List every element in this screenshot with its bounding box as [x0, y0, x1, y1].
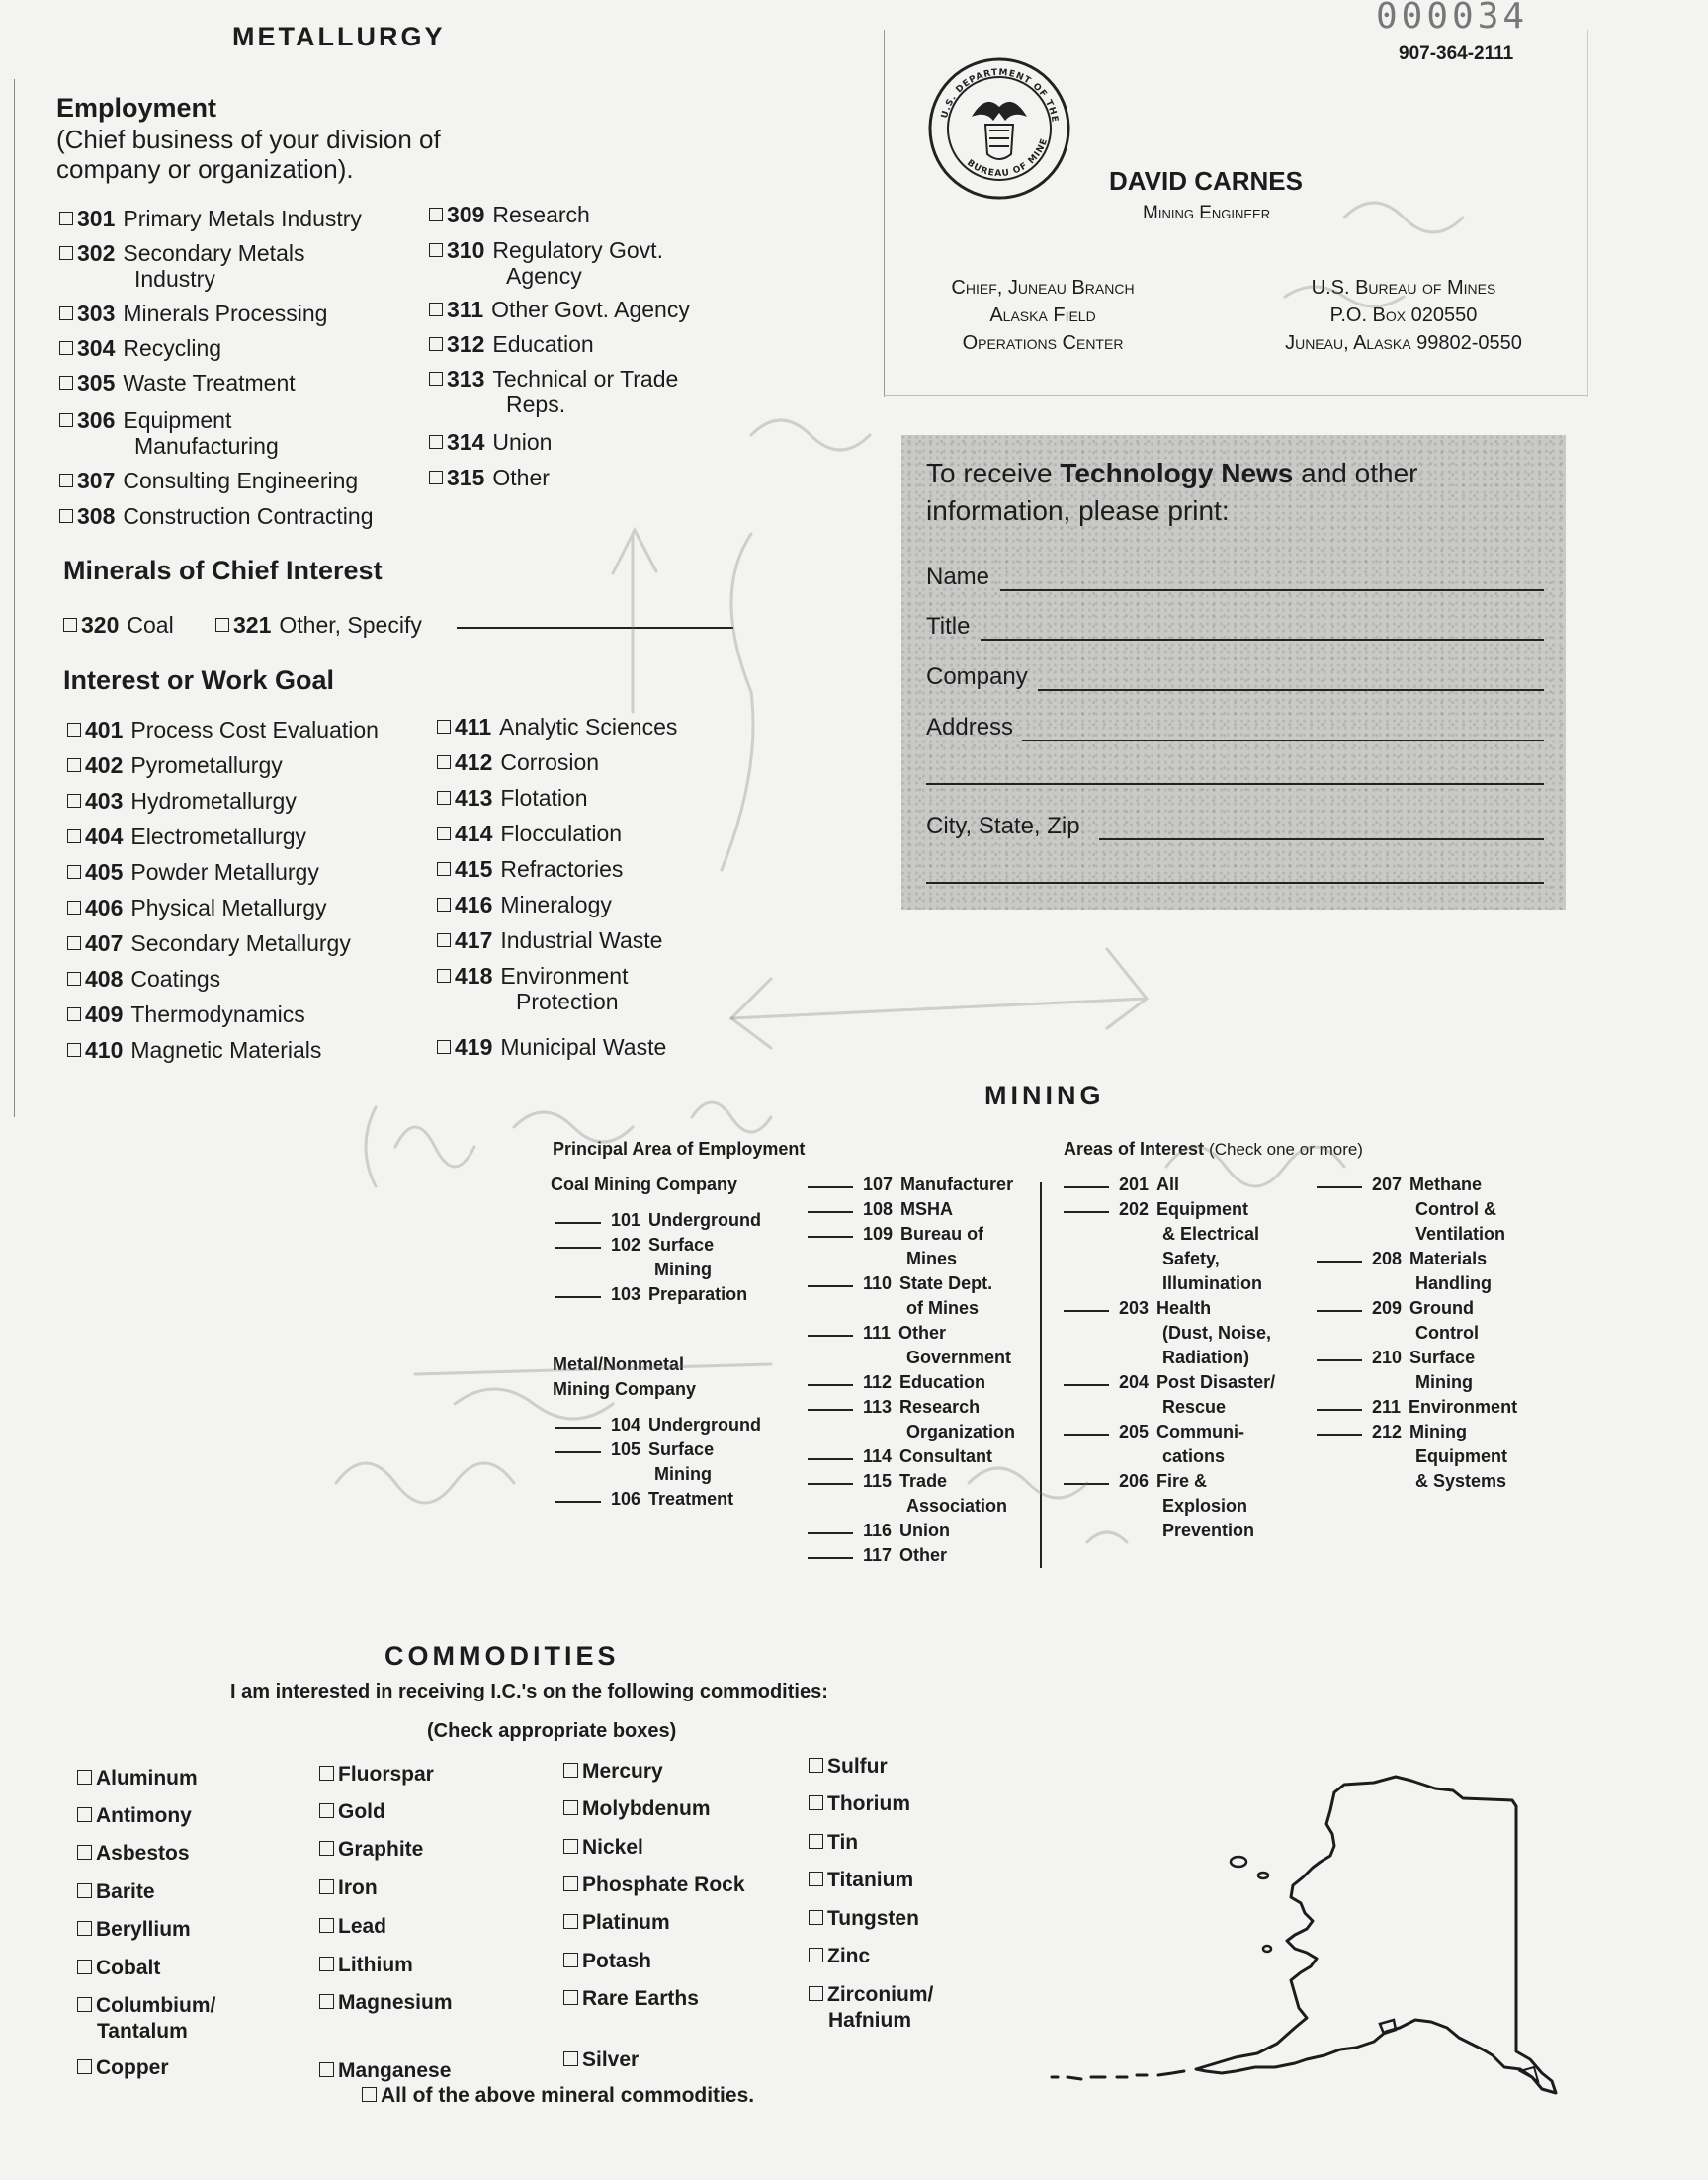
option-401[interactable]: 401 Process Cost Evaluation — [67, 717, 379, 742]
area-option-205[interactable]: 205 Communi- — [1064, 1420, 1244, 1444]
commodity-manganese[interactable]: Manganese — [319, 2058, 451, 2083]
checkbox[interactable] — [319, 1803, 334, 1818]
option-417[interactable]: 417 Industrial Waste — [437, 927, 662, 953]
checkbox[interactable] — [437, 933, 451, 947]
check-blank[interactable] — [1064, 1310, 1109, 1312]
check-blank[interactable] — [555, 1296, 601, 1298]
area-option-210[interactable]: 210 Surface — [1317, 1346, 1475, 1370]
mining-option-109-continued: Mines — [906, 1249, 958, 1268]
option-412[interactable]: 412 Corrosion — [437, 749, 599, 775]
check-blank[interactable] — [555, 1222, 601, 1224]
commodity-platinum[interactable]: Platinum — [563, 1910, 670, 1935]
area-option-205-line: cations — [1162, 1446, 1226, 1466]
option-408[interactable]: 408 Coatings — [67, 966, 220, 992]
area-option-206[interactable]: 206 Fire & — [1064, 1469, 1207, 1494]
option-409[interactable]: 409 Thermodynamics — [67, 1002, 305, 1027]
commodity-iron[interactable]: Iron — [319, 1875, 378, 1900]
minerals-heading: Minerals of Chief Interest — [63, 556, 383, 585]
checkbox[interactable] — [429, 208, 443, 221]
checkbox[interactable] — [67, 1043, 81, 1057]
commodity-silver[interactable]: Silver — [563, 2048, 639, 2072]
mining-option-113-continued: Organization — [906, 1422, 1016, 1441]
mining-option-117[interactable]: 117 Other — [808, 1543, 947, 1568]
mining-option-115-continued: Association — [906, 1496, 1008, 1516]
checkbox[interactable] — [59, 306, 73, 320]
mining-option-111-continued: Government — [906, 1348, 1012, 1367]
document-stamp-number: 000034 — [1376, 0, 1529, 37]
checkbox[interactable] — [67, 794, 81, 808]
checkbox[interactable] — [429, 303, 443, 316]
checkbox[interactable] — [809, 1910, 823, 1925]
area-option-212-line: & Systems — [1415, 1471, 1507, 1491]
commodity-molybdenum[interactable]: Molybdenum — [563, 1796, 711, 1821]
form-label-city-state-zip: City, State, Zip — [926, 813, 1080, 839]
commodity-asbestos[interactable]: Asbestos — [77, 1841, 190, 1866]
interest-heading: Interest or Work Goal — [63, 665, 335, 695]
checkbox[interactable] — [809, 1834, 823, 1849]
area-option-208-line: Handling — [1415, 1273, 1492, 1293]
checkbox[interactable] — [59, 509, 73, 523]
commodity-all[interactable]: All of the above mineral commodities. — [362, 2083, 754, 2108]
check-blank[interactable] — [808, 1285, 853, 1287]
card-title: Mining Engineer — [1143, 203, 1271, 223]
mining-option-115[interactable]: 115 Trade — [808, 1469, 947, 1494]
checkbox[interactable] — [77, 1921, 92, 1936]
card-office-left: Chief, Juneau Branch Alaska Field Operations Center — [951, 277, 1135, 354]
area-option-204[interactable]: 204 Post Disaster/ — [1064, 1370, 1275, 1395]
option-308[interactable]: 308 Construction Contracting — [59, 503, 374, 529]
checkbox[interactable] — [429, 243, 443, 257]
check-blank[interactable] — [808, 1532, 853, 1534]
checkbox[interactable] — [59, 246, 73, 260]
option-305[interactable]: 305 Waste Treatment — [59, 370, 296, 395]
mining-option-110[interactable]: 110 State Dept. — [808, 1271, 992, 1296]
checkbox[interactable] — [319, 2062, 334, 2077]
mining-option-110-continued: of Mines — [906, 1298, 980, 1318]
option-313-continued: Reps. — [506, 392, 566, 417]
checkbox[interactable] — [67, 758, 81, 772]
form-intro: To receive Technology News and other information, please print: — [926, 458, 1418, 526]
form-input-line[interactable] — [1000, 589, 1544, 591]
check-blank[interactable] — [1064, 1186, 1109, 1188]
form-label-name: Name — [926, 564, 990, 590]
checkbox[interactable] — [437, 862, 451, 876]
specify-line[interactable] — [457, 627, 733, 629]
commodity-columbium[interactable]: Columbium/ — [77, 1993, 215, 2018]
checkbox[interactable] — [563, 1800, 578, 1815]
mining-option-106[interactable]: 106 Treatment — [555, 1487, 733, 1512]
checkbox[interactable] — [429, 337, 443, 351]
option-312[interactable]: 312 Education — [429, 331, 594, 357]
commodity-zirconium[interactable]: Zirconium/ — [809, 1982, 933, 2007]
card-name: DAVID CARNES — [1109, 166, 1303, 196]
mineral-option-other[interactable]: 321 Other, Specify — [215, 612, 422, 638]
commodity-potash[interactable]: Potash — [563, 1949, 651, 1973]
checkbox[interactable] — [59, 376, 73, 390]
checkbox[interactable] — [319, 1766, 334, 1781]
area-option-207-line: Ventilation — [1415, 1224, 1506, 1244]
employment-subheading: (Chief business of your division of company or organization). — [56, 125, 441, 184]
checkbox[interactable] — [67, 829, 81, 843]
check-blank[interactable] — [808, 1557, 853, 1559]
form-input-line[interactable] — [1038, 689, 1544, 691]
checkbox[interactable] — [437, 720, 451, 734]
checkbox[interactable] — [67, 972, 81, 986]
checkbox[interactable] — [59, 413, 73, 427]
commodities-note: (Check appropriate boxes) — [427, 1720, 677, 1742]
check-blank[interactable] — [555, 1247, 601, 1249]
option-306-continued: Manufacturing — [134, 433, 279, 459]
check-blank[interactable] — [808, 1458, 853, 1460]
area-option-201[interactable]: 201 All — [1064, 1173, 1179, 1197]
areas-of-interest-heading: Areas of Interest (Check one or more) — [1064, 1139, 1363, 1159]
commodity-nickel[interactable]: Nickel — [563, 1835, 643, 1860]
metal-mining-heading: Metal/Nonmetal Mining Company — [553, 1354, 696, 1399]
commodity-zinc[interactable]: Zinc — [809, 1944, 870, 1968]
option-418-continued: Protection — [516, 989, 619, 1014]
commodity-tungsten[interactable]: Tungsten — [809, 1906, 919, 1931]
checkbox[interactable] — [809, 1795, 823, 1810]
area-option-202-line: & Electrical — [1162, 1224, 1260, 1244]
checkbox[interactable] — [809, 1872, 823, 1886]
alaska-map-icon — [1048, 1755, 1641, 2101]
form-input-line[interactable] — [1022, 740, 1544, 741]
checkbox[interactable] — [319, 1957, 334, 1971]
checkbox[interactable] — [563, 1914, 578, 1929]
commodity-lithium[interactable]: Lithium — [319, 1953, 413, 1977]
check-blank[interactable] — [555, 1501, 601, 1503]
mining-option-116[interactable]: 116 Union — [808, 1519, 950, 1543]
commodity-barite[interactable]: Barite — [77, 1879, 155, 1904]
checkbox[interactable] — [563, 1763, 578, 1778]
form-label-address: Address — [926, 714, 1014, 741]
check-blank[interactable] — [1064, 1434, 1109, 1436]
area-option-203-line: (Dust, Noise, — [1162, 1323, 1272, 1343]
principal-area-heading: Principal Area of Employment — [553, 1139, 806, 1159]
check-blank[interactable] — [1317, 1186, 1362, 1188]
checkbox[interactable] — [77, 2059, 92, 2074]
checkbox[interactable] — [215, 618, 229, 632]
form-label-title: Title — [926, 613, 971, 640]
checkbox[interactable] — [429, 435, 443, 449]
checkbox[interactable] — [437, 898, 451, 912]
svg-text:U.S. DEPARTMENT OF THE INTERIO: U.S. DEPARTMENT OF THE — [940, 67, 1060, 124]
option-406[interactable]: 406 Physical Metallurgy — [67, 895, 327, 920]
option-416[interactable]: 416 Mineralogy — [437, 892, 612, 917]
option-307[interactable]: 307 Consulting Engineering — [59, 468, 358, 493]
mining-option-103[interactable]: 103 Preparation — [555, 1282, 747, 1307]
area-option-204-line: Rescue — [1162, 1397, 1227, 1417]
commodity-antimony[interactable]: Antimony — [77, 1803, 192, 1828]
checkbox[interactable] — [563, 1953, 578, 1967]
checkbox[interactable] — [319, 1918, 334, 1933]
checkbox[interactable] — [809, 1986, 823, 2001]
mining-option-108[interactable]: 108 MSHA — [808, 1197, 953, 1222]
interior-seal-icon — [926, 55, 1072, 202]
area-option-202[interactable]: 202 Equipment — [1064, 1197, 1248, 1222]
commodity-continued: Hafnium — [828, 2009, 911, 2032]
area-option-209[interactable]: 209 Ground — [1317, 1296, 1474, 1321]
check-blank[interactable] — [555, 1451, 601, 1453]
checkbox[interactable] — [563, 2051, 578, 2066]
commodity-phosphate-rock[interactable]: Phosphate Rock — [563, 1873, 745, 1897]
option-301[interactable]: 301 Primary Metals Industry — [59, 206, 362, 231]
checkbox[interactable] — [59, 212, 73, 225]
mining-option-104[interactable]: 104 Underground — [555, 1413, 761, 1438]
mining-option-111[interactable]: 111 Other — [808, 1321, 946, 1346]
mining-option-107[interactable]: 107 Manufacturer — [808, 1173, 1013, 1197]
mining-option-114[interactable]: 114 Consultant — [808, 1444, 992, 1469]
commodities-title: COMMODITIES — [384, 1641, 620, 1671]
form-label-company: Company — [926, 663, 1028, 690]
area-option-202-line: Illumination — [1162, 1273, 1262, 1293]
option-405[interactable]: 405 Powder Metallurgy — [67, 859, 319, 885]
mining-option-112[interactable]: 112 Education — [808, 1370, 985, 1395]
option-402[interactable]: 402 Pyrometallurgy — [67, 752, 283, 778]
card-left-edge — [884, 30, 885, 397]
checkbox[interactable] — [563, 1990, 578, 2005]
svg-text:BUREAU OF MINES: BUREAU OF MINE — [965, 136, 1051, 180]
area-option-211[interactable]: 211 Environment — [1317, 1395, 1517, 1420]
commodity-graphite[interactable]: Graphite — [319, 1837, 423, 1862]
checkbox[interactable] — [809, 1758, 823, 1773]
checkbox[interactable] — [319, 1994, 334, 2009]
commodity-mercury[interactable]: Mercury — [563, 1759, 663, 1784]
commodity-beryllium[interactable]: Beryllium — [77, 1917, 191, 1942]
commodity-fluorspar[interactable]: Fluorspar — [319, 1762, 434, 1787]
coal-mining-heading: Coal Mining Company — [551, 1175, 737, 1194]
check-blank[interactable] — [1064, 1211, 1109, 1213]
form-input-line-extra[interactable] — [926, 882, 1544, 884]
option-310-continued: Agency — [506, 263, 582, 289]
option-314[interactable]: 314 Union — [429, 429, 552, 455]
mineral-option-coal[interactable]: 320 Coal — [63, 612, 174, 638]
option-309[interactable]: 309 Research — [429, 202, 590, 227]
commodity-copper[interactable]: Copper — [77, 2055, 169, 2080]
option-302-continued: Industry — [134, 266, 215, 292]
checkbox[interactable] — [429, 471, 443, 484]
checkbox[interactable] — [429, 372, 443, 386]
mining-option-101[interactable]: 101 Underground — [555, 1208, 761, 1233]
option-418[interactable]: 418 Environment — [437, 963, 629, 989]
area-option-207-line: Control & — [1415, 1199, 1496, 1219]
area-option-210-line: Mining — [1415, 1372, 1473, 1392]
option-306[interactable]: 306 Equipment — [59, 407, 231, 433]
left-margin-line — [14, 79, 15, 1117]
option-419[interactable]: 419 Municipal Waste — [437, 1034, 666, 1060]
commodity-continued: Tantalum — [97, 2020, 188, 2043]
check-blank[interactable] — [808, 1409, 853, 1411]
mining-option-105[interactable]: 105 Surface — [555, 1438, 714, 1462]
card-bottom-edge — [884, 395, 1587, 396]
option-310[interactable]: 310 Regulatory Govt. — [429, 237, 663, 263]
mining-option-105-continued: Mining — [654, 1464, 712, 1484]
checkbox[interactable] — [563, 1876, 578, 1891]
option-302[interactable]: 302 Secondary Metals — [59, 240, 304, 266]
area-option-203-line: Radiation) — [1162, 1348, 1249, 1367]
area-option-212[interactable]: 212 Mining — [1317, 1420, 1467, 1444]
commodity-tin[interactable]: Tin — [809, 1830, 858, 1855]
checkbox[interactable] — [437, 827, 451, 840]
checkbox[interactable] — [67, 865, 81, 879]
checkbox[interactable] — [437, 755, 451, 769]
check-blank[interactable] — [808, 1186, 853, 1188]
checkbox[interactable] — [77, 1883, 92, 1898]
area-option-206-line: Prevention — [1162, 1521, 1255, 1540]
option-411[interactable]: 411 Analytic Sciences — [437, 714, 677, 740]
employment-heading: Employment — [56, 93, 217, 123]
commodity-titanium[interactable]: Titanium — [809, 1868, 913, 1892]
commodity-sulfur[interactable]: Sulfur — [809, 1754, 888, 1779]
checkbox[interactable] — [63, 618, 77, 632]
checkbox[interactable] — [319, 1879, 334, 1894]
checkbox[interactable] — [437, 969, 451, 983]
option-313[interactable]: 313 Technical or Trade — [429, 366, 678, 392]
checkbox[interactable] — [563, 1839, 578, 1854]
area-option-206-line: Explosion — [1162, 1496, 1248, 1516]
commodity-thorium[interactable]: Thorium — [809, 1791, 910, 1816]
card-phone: 907-364-2111 — [1399, 44, 1514, 64]
check-blank[interactable] — [808, 1211, 853, 1213]
mining-option-102[interactable]: 102 Surface — [555, 1233, 714, 1258]
commodity-lead[interactable]: Lead — [319, 1914, 386, 1939]
mining-option-102-continued: Mining — [654, 1260, 712, 1279]
checkbox[interactable] — [77, 1997, 92, 2012]
checkbox[interactable] — [77, 1807, 92, 1822]
card-office-right: U.S. Bureau of Mines P.O. Box 020550 Juneau, Alaska 99802-0550 — [1285, 277, 1522, 354]
card-right-edge — [1587, 30, 1588, 397]
option-315[interactable]: 315 Other — [429, 465, 550, 490]
checkbox[interactable] — [77, 1845, 92, 1860]
option-414[interactable]: 414 Flocculation — [437, 821, 622, 846]
check-blank[interactable] — [1317, 1409, 1362, 1411]
area-option-202-line: Safety, — [1162, 1249, 1220, 1268]
area-option-209-line: Control — [1415, 1323, 1479, 1343]
form-input-line-extra[interactable] — [926, 783, 1544, 785]
area-option-207[interactable]: 207 Methane — [1317, 1173, 1482, 1197]
commodities-subtitle: I am interested in receiving I.C.'s on the following commodities: — [230, 1681, 828, 1702]
mining-divider — [1040, 1182, 1042, 1568]
check-blank[interactable] — [1317, 1261, 1362, 1263]
area-option-208[interactable]: 208 Materials — [1317, 1247, 1487, 1271]
option-303[interactable]: 303 Minerals Processing — [59, 301, 327, 326]
option-410[interactable]: 410 Magnetic Materials — [67, 1037, 321, 1063]
check-blank[interactable] — [1317, 1310, 1362, 1312]
form-input-line[interactable] — [981, 639, 1544, 641]
option-413[interactable]: 413 Flotation — [437, 785, 588, 811]
checkbox[interactable] — [67, 901, 81, 915]
option-403[interactable]: 403 Hydrometallurgy — [67, 788, 297, 814]
check-blank[interactable] — [1317, 1434, 1362, 1436]
option-311[interactable]: 311 Other Govt. Agency — [429, 297, 690, 322]
metallurgy-title: METALLURGY — [232, 22, 446, 51]
mining-title: MINING — [984, 1081, 1105, 1110]
checkbox[interactable] — [67, 1007, 81, 1021]
checkbox[interactable] — [59, 341, 73, 355]
checkbox[interactable] — [67, 936, 81, 950]
check-blank[interactable] — [808, 1384, 853, 1386]
commodity-magnesium[interactable]: Magnesium — [319, 1990, 453, 2015]
check-blank[interactable] — [808, 1335, 853, 1337]
check-blank[interactable] — [808, 1236, 853, 1238]
commodity-gold[interactable]: Gold — [319, 1799, 385, 1824]
area-option-203[interactable]: 203 Health — [1064, 1296, 1211, 1321]
check-blank[interactable] — [1064, 1483, 1109, 1485]
option-404[interactable]: 404 Electrometallurgy — [67, 824, 306, 849]
mining-option-109[interactable]: 109 Bureau of — [808, 1222, 983, 1247]
check-blank[interactable] — [1317, 1359, 1362, 1361]
check-blank[interactable] — [555, 1427, 601, 1429]
check-blank[interactable] — [808, 1483, 853, 1485]
option-407[interactable]: 407 Secondary Metallurgy — [67, 930, 351, 956]
option-304[interactable]: 304 Recycling — [59, 335, 221, 361]
checkbox[interactable] — [437, 1040, 451, 1054]
commodity-cobalt[interactable]: Cobalt — [77, 1956, 160, 1980]
check-blank[interactable] — [1064, 1384, 1109, 1386]
commodity-rare-earths[interactable]: Rare Earths — [563, 1986, 699, 2011]
checkbox[interactable] — [319, 1841, 334, 1856]
mining-option-113[interactable]: 113 Research — [808, 1395, 980, 1420]
checkbox[interactable] — [59, 474, 73, 487]
form-input-line[interactable] — [1099, 838, 1544, 840]
checkbox[interactable] — [809, 1948, 823, 1962]
checkbox[interactable] — [67, 723, 81, 737]
checkbox[interactable] — [77, 1770, 92, 1785]
checkbox[interactable] — [437, 791, 451, 805]
option-415[interactable]: 415 Refractories — [437, 856, 623, 882]
commodity-aluminum[interactable]: Aluminum — [77, 1766, 198, 1790]
area-option-212-line: Equipment — [1415, 1446, 1507, 1466]
checkbox[interactable] — [77, 1960, 92, 1974]
checkbox[interactable] — [362, 2087, 377, 2102]
